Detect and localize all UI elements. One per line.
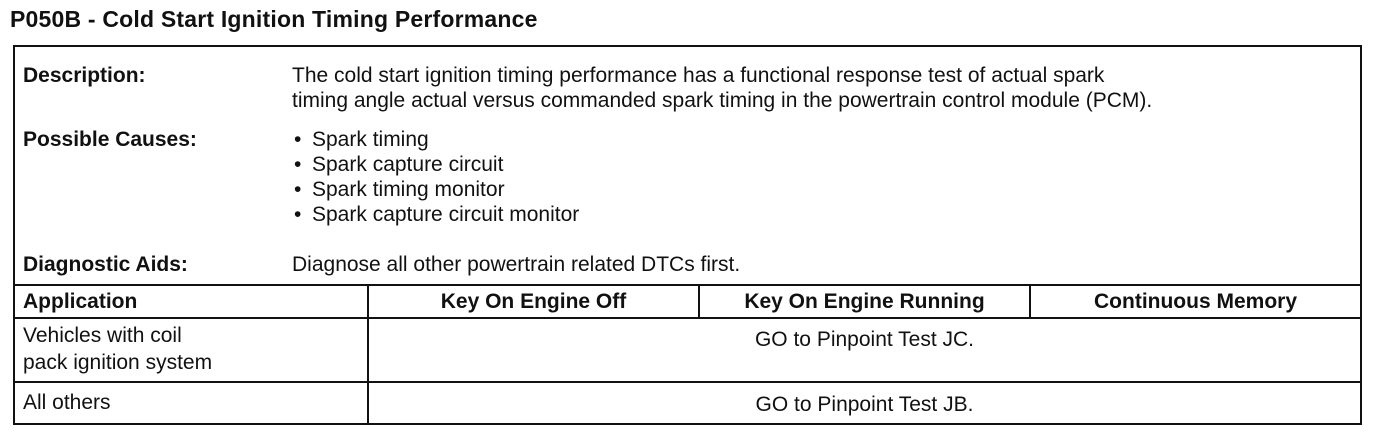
table-header-divider <box>15 317 1360 319</box>
table-header-koeo: Key On Engine Off <box>440 290 627 313</box>
cause-item: • Spark capture circuit monitor <box>292 202 1352 227</box>
diagnostic-aids-label: Diagnostic Aids: <box>23 253 188 276</box>
diagnostic-aids-text-container <box>292 252 1352 277</box>
possible-causes-list-container <box>292 127 1352 227</box>
table-row-application: All others <box>23 391 111 414</box>
possible-causes-label: Possible Causes: <box>23 128 197 151</box>
cause-item: • Spark timing <box>292 127 1352 152</box>
cause-item: • Spark capture circuit <box>292 152 1352 177</box>
table-header-koer: Key On Engine Running <box>744 290 985 313</box>
table-top-border <box>15 284 1360 286</box>
table-header-continuous-memory: Continuous Memory <box>1094 290 1297 313</box>
table-row-divider <box>15 381 1360 383</box>
table-row-application: Vehicles with coil <box>23 324 182 347</box>
description-line: timing angle actual versus commanded spark timing in the powertrain control module (PCM). <box>292 89 1153 112</box>
table-row-application: pack ignition system <box>23 351 213 374</box>
table-row-action: GO to Pinpoint Test JC. <box>754 328 975 351</box>
cause-item: • Spark timing monitor <box>292 177 1352 202</box>
possible-causes-list <box>292 127 1352 227</box>
diagnostic-aids-text: Diagnose all other powertrain related DTCs first. <box>292 253 741 276</box>
description-text <box>292 63 1352 113</box>
description-label: Description: <box>23 64 146 87</box>
table-row-action: GO to Pinpoint Test JB. <box>755 393 974 416</box>
table-header-application: Application <box>23 290 138 313</box>
dtc-info-frame <box>13 45 1362 425</box>
page-title: P050B - Cold Start Ignition Timing Performance <box>10 6 538 32</box>
description-line: The cold start ignition timing performance has a functional response test of actual spark <box>292 64 1105 87</box>
